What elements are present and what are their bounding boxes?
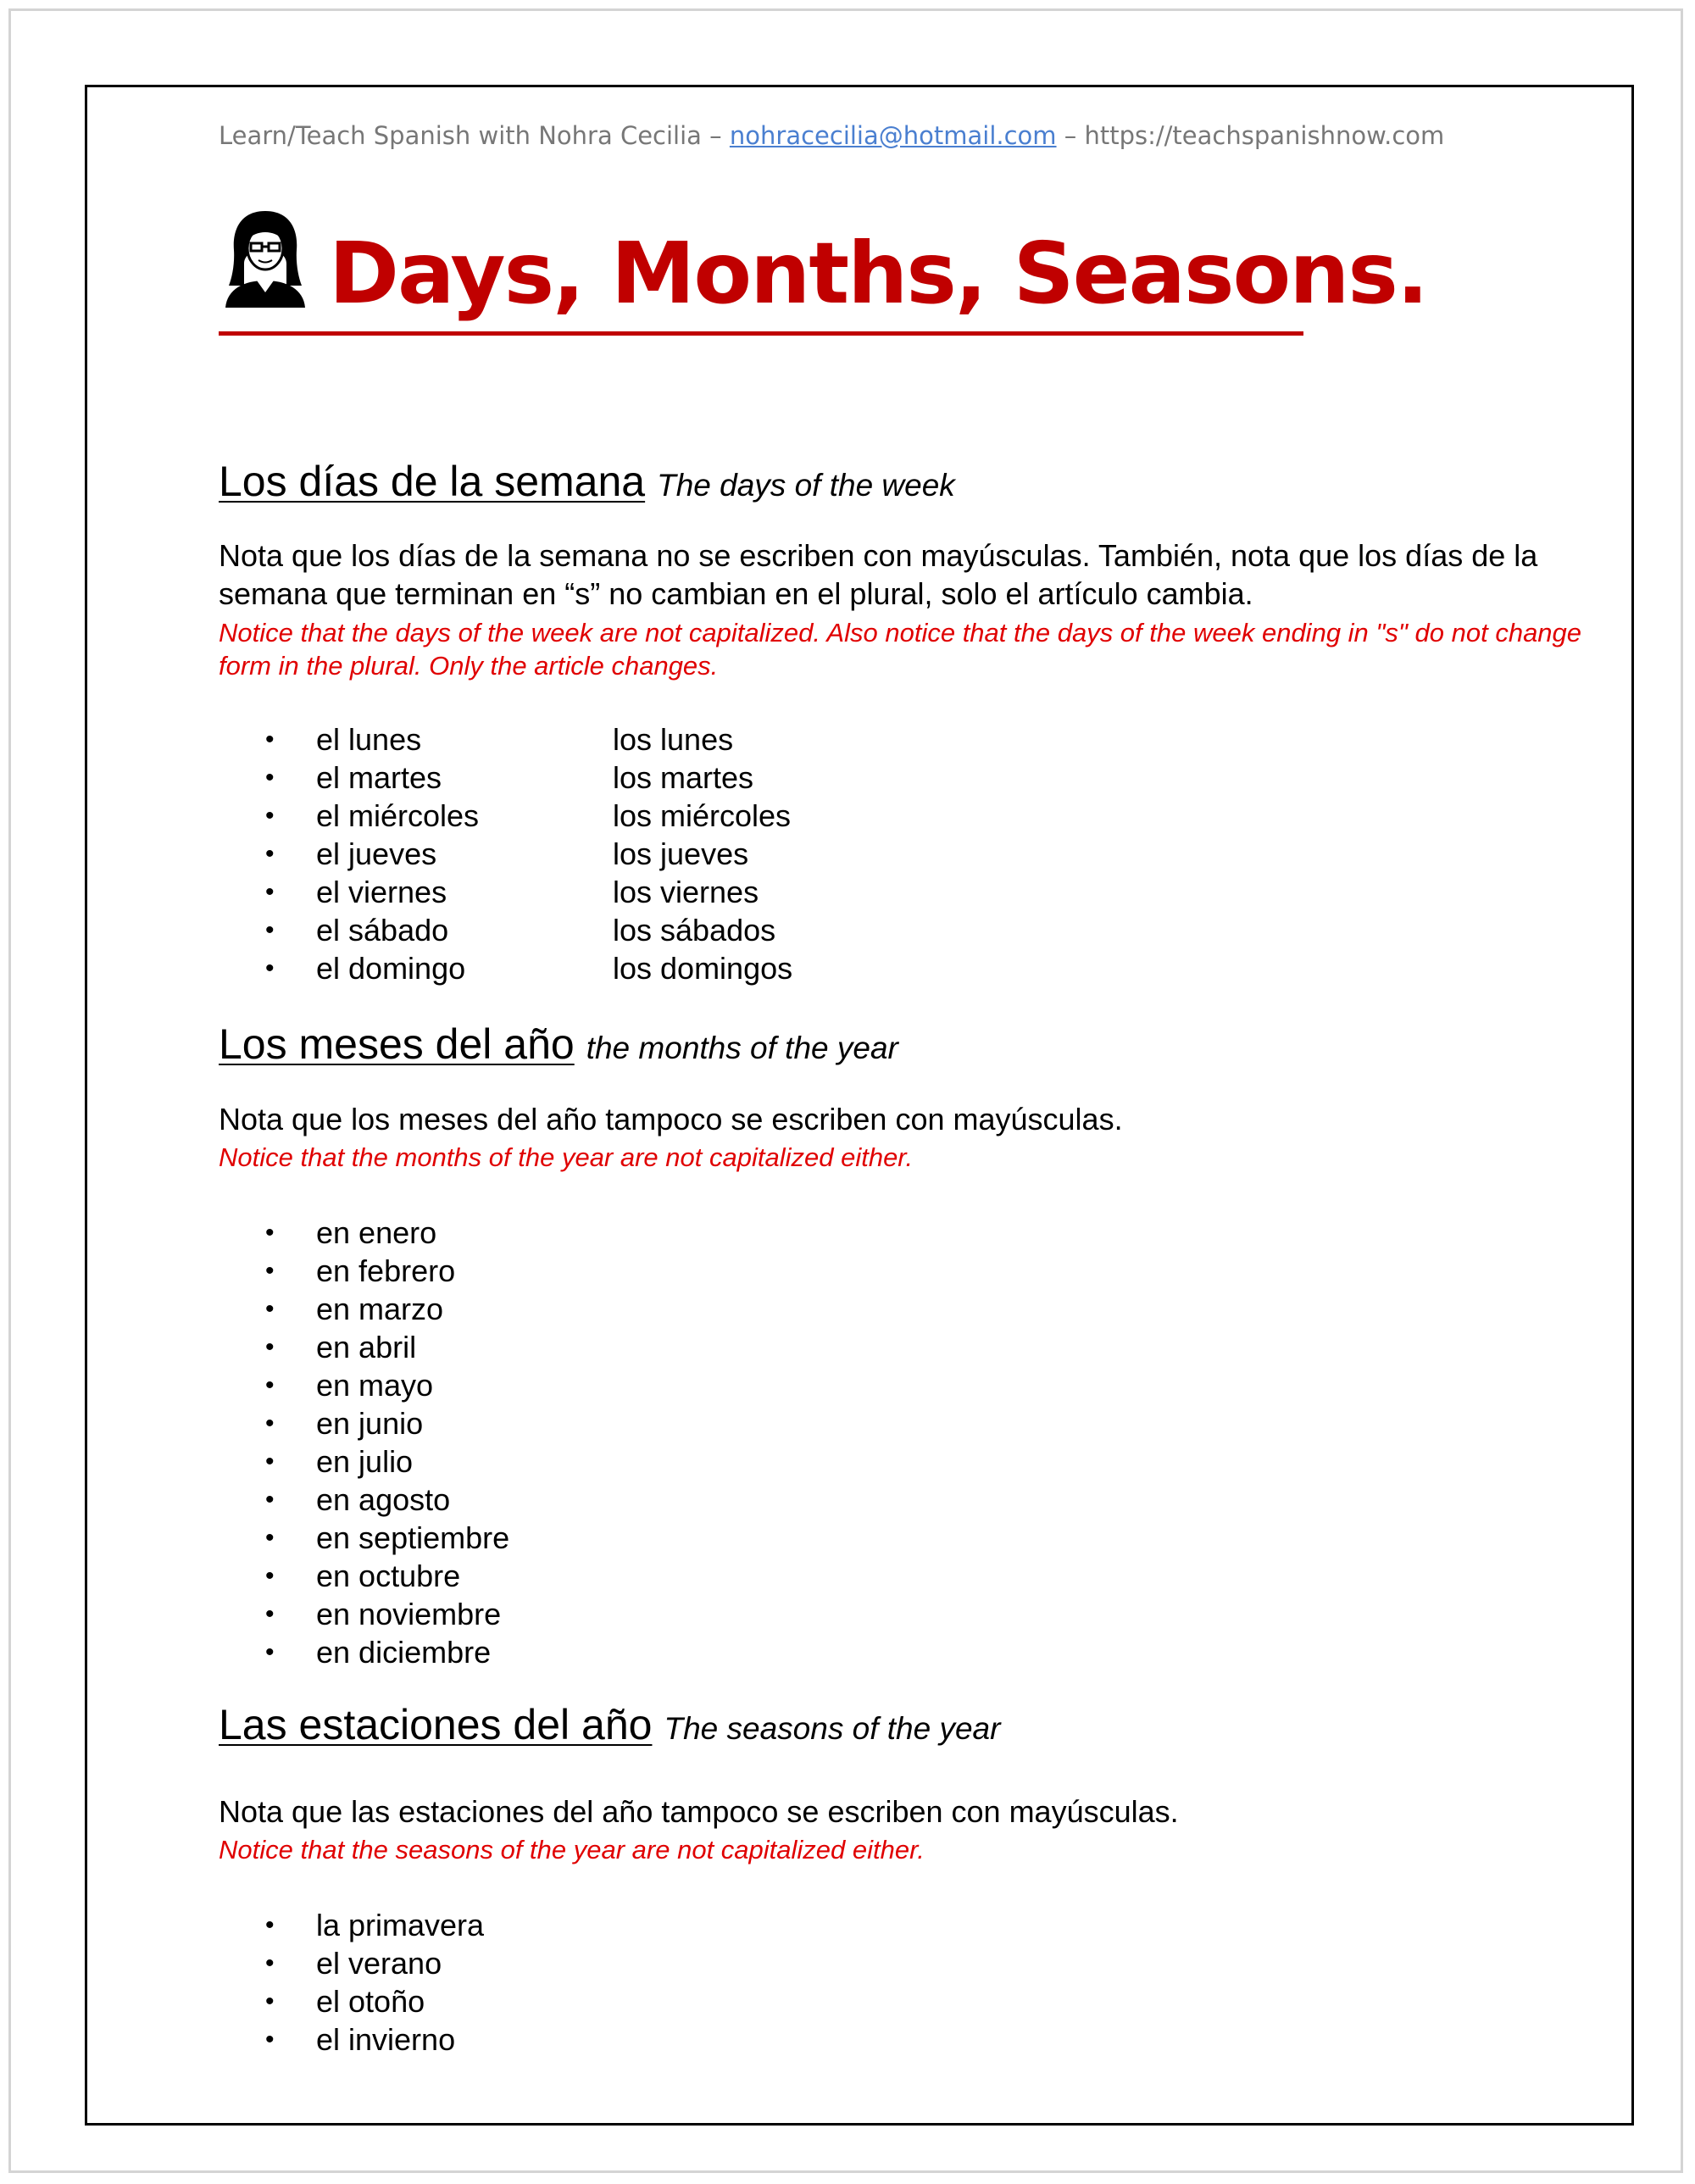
month-item: en julio	[316, 1444, 414, 1479]
month-item: en enero	[316, 1215, 437, 1250]
day-singular: el lunes	[316, 722, 422, 757]
bullet: •	[265, 1524, 275, 1552]
seasons-note-en: Notice that the seasons of the year are not capitalized either.	[219, 1835, 925, 1864]
day-singular: el domingo	[316, 951, 466, 986]
bullet: •	[265, 764, 275, 792]
bullet: •	[265, 1911, 275, 1939]
document-viewer-frame	[8, 8, 1683, 2173]
month-item: en febrero	[316, 1253, 456, 1288]
document-page	[85, 85, 1634, 2126]
day-singular: el martes	[316, 760, 442, 795]
section-heading-seasons	[219, 1700, 1000, 1749]
bullet: •	[265, 1562, 275, 1590]
day-singular: el sábado	[316, 913, 449, 948]
bullet: •	[265, 878, 275, 906]
season-item: el verano	[316, 1946, 442, 1981]
bullet: •	[265, 840, 275, 868]
day-plural: los sábados	[613, 913, 776, 948]
page-title: Days, Months, Seasons.	[329, 224, 1427, 323]
month-item: en septiembre	[316, 1520, 510, 1555]
month-item: en noviembre	[316, 1597, 502, 1631]
seasons-heading-en: The seasons of the year	[664, 1711, 1001, 1746]
email-link[interactable]: nohracecilia@hotmail.com	[729, 121, 1057, 150]
bullet: •	[265, 1600, 275, 1628]
season-item: la primavera	[316, 1908, 485, 1942]
months-heading-en: the months of the year	[586, 1031, 898, 1065]
day-singular: el viernes	[316, 875, 447, 909]
bullet: •	[265, 954, 275, 982]
bullet: •	[265, 1409, 275, 1437]
header-prefix: Learn/Teach Spanish with Nohra Cecilia –	[219, 121, 730, 150]
bullet: •	[265, 1257, 275, 1285]
months-heading-es: Los meses del año	[219, 1020, 575, 1068]
month-item: en abril	[316, 1330, 417, 1364]
months-note-en: Notice that the months of the year are not capitalized either.	[219, 1142, 914, 1172]
seasons-heading-es: Las estaciones del año	[219, 1701, 653, 1748]
bullet: •	[265, 725, 275, 753]
month-item: en diciembre	[316, 1635, 492, 1670]
days-note-en: Notice that the days of the week are not capitalized. Also notice that the days of the week ending in "s" do not change form in the plural. Only the article changes.	[219, 618, 1582, 681]
section-heading-days	[219, 457, 955, 506]
month-item: en marzo	[316, 1292, 444, 1326]
day-plural: los jueves	[613, 836, 749, 871]
title-underline	[219, 331, 1303, 336]
bullet: •	[265, 1448, 275, 1475]
day-plural: los domingos	[613, 951, 793, 986]
bullet: •	[265, 2026, 275, 2053]
bullet: •	[265, 1987, 275, 2015]
days-heading-en: The days of the week	[657, 468, 955, 503]
month-item: en octubre	[316, 1559, 461, 1593]
day-singular: el jueves	[316, 836, 437, 871]
seasons-note-es: Nota que las estaciones del año tampoco se escriben con mayúsculas.	[219, 1794, 1179, 1829]
day-plural: los miércoles	[613, 798, 792, 833]
bullet: •	[265, 916, 275, 944]
bullet: •	[265, 1295, 275, 1323]
title-row	[219, 208, 1427, 323]
day-singular: el miércoles	[316, 798, 480, 833]
bullet: •	[265, 1371, 275, 1399]
bullet: •	[265, 1486, 275, 1514]
section-heading-months	[219, 1020, 898, 1069]
day-plural: los lunes	[613, 722, 734, 757]
month-item: en mayo	[316, 1368, 434, 1403]
days-heading-es: Los días de la semana	[219, 458, 646, 505]
bullet: •	[265, 802, 275, 830]
season-item: el invierno	[316, 2022, 456, 2057]
bullet: •	[265, 1949, 275, 1977]
header-suffix: – https://teachspanishnow.com	[1056, 121, 1445, 150]
months-note-es: Nota que los meses del año tampoco se escriben con mayúsculas.	[219, 1102, 1123, 1136]
bullet: •	[265, 1333, 275, 1361]
bullet: •	[265, 1638, 275, 1666]
page-header	[219, 121, 1444, 150]
bullet: •	[265, 1219, 275, 1247]
day-plural: los viernes	[613, 875, 759, 909]
teacher-woman-icon	[219, 208, 312, 309]
month-item: en junio	[316, 1406, 424, 1441]
days-note-es: Nota que los días de la semana no se escriben con mayúsculas. También, nota que los días de la semana que terminan en “s” no cambian en el plural, solo el artículo cambia.	[219, 538, 1538, 611]
day-plural: los martes	[613, 760, 754, 795]
season-item: el otoño	[316, 1984, 425, 2019]
month-item: en agosto	[316, 1482, 451, 1517]
